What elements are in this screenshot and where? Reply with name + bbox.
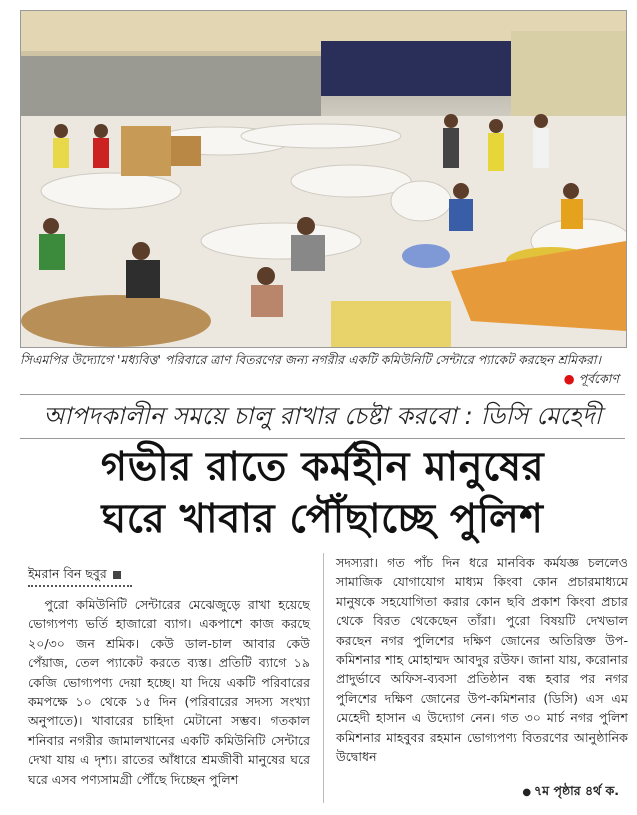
body-column-2: সদস্যরা। গত পাঁচ দিন ধরে মানবিক কর্মযজ্ঞ চললেও সামাজিক যোগাযোগ মাধ্যম কিংবা কোন প্রচারমাধ্যমে মানুষকে সহযোগিতা করার কোন ছবি প্রকাশ কিংবা প্রচার থেকে বিরত থেকেছেন তাঁরা। পুরো বিষয়টি দেখভাল করছেন নগর পুলিশের দক্ষিণ জোনের অতিরিক্ত উপ-কমিশনার শাহ মোহাম্মদ আবদুর রউফ। জানা যায়, করোনার প্রাদুর্ভাবে অফিস-ব্যবসা প্রতিষ্ঠান বন্ধ হবার পর নগর পুলিশের দক্ষিণ জোনের উপ-কমিশনার (ডিসি) এস এম মেহেদী হাসান এ উদ্যোগ নেন। গত ৩০ মার্চ নগর পুলিশ কমিশনার মাহবুবর রহমান ভোগ্যপণ্য বিতরণের আনুষ্ঠানিক উদ্বোধন — [336, 555, 628, 765]
kicker: আপদকালীন সময়ে চালু রাখার চেষ্টা করবো : ডিসি মেহেদী — [43, 402, 602, 430]
column-divider — [323, 553, 324, 803]
continued-note — [522, 783, 619, 803]
photo-credit-label: পূর্বকোণ — [578, 371, 619, 386]
photo-caption: সিএমপির উদ্যোগে 'মধ্যবিত্ত' পরিবারে ত্রাণ বিতরণের জন্য নগরীর একটি কমিউনিটি সেন্টারে প্যাকেট করছেন শ্রমিকরা। — [20, 352, 601, 367]
byline — [28, 566, 121, 586]
square-bullet-icon — [113, 571, 121, 579]
photo-credit — [564, 371, 619, 391]
photo-illustration — [21, 11, 626, 347]
news-photo — [20, 10, 627, 348]
byline-divider — [28, 585, 132, 587]
continued-text: ৭ম পৃষ্ঠার ৪র্থ ক. — [534, 783, 619, 798]
continued-bullet-icon: ● — [522, 787, 532, 798]
divider — [20, 394, 625, 395]
byline-author: ইমরান বিন ছবুর — [28, 566, 107, 581]
headline-line-1: গভীর রাতে কর্মহীন মানুষের — [100, 444, 545, 490]
body-column-1: পুরো কমিউনিটি সেন্টারের মেঝেজুড়ে রাখা হয়েছে ভোগ্যপণ্য ভর্তি হাজারো ব্যাগ। একপাশে কাজ করছে ২০/৩০ জন শ্রমিক। কেউ ডাল-চাল আবার কেউ পেঁয়াজ, তেল প্যাকেট করতে ব্যস্ত। প্রতিটি ব্যাগে ১৯ কেজি ভোগ্যপণ্য দেয়া হচ্ছে। যা দিয়ে একটি পরিবারের কমপক্ষে ১০ থেকে ১৫ দিন (পরিবারের সদস্য সংখ্যা অনুপাতে)। খাবারের চাহিদা মেটানো সম্ভব। গতকাল শনিবার নগরীর জামালখানের একটি কমিউনিটি সেন্টারে দেখা যায় এ দৃশ্য। রাতের আঁধারে শ্রমজীবী মানুষের ঘরে ঘরে এসব পণ্যসামগ্রী পৌঁছে দিচ্ছেন পুলিশ — [28, 597, 310, 787]
headline-line-2: ঘরে খাবার পৌঁছাচ্ছে পুলিশ — [101, 496, 544, 542]
credit-bullet-icon: ● — [563, 371, 579, 386]
divider — [20, 438, 625, 439]
